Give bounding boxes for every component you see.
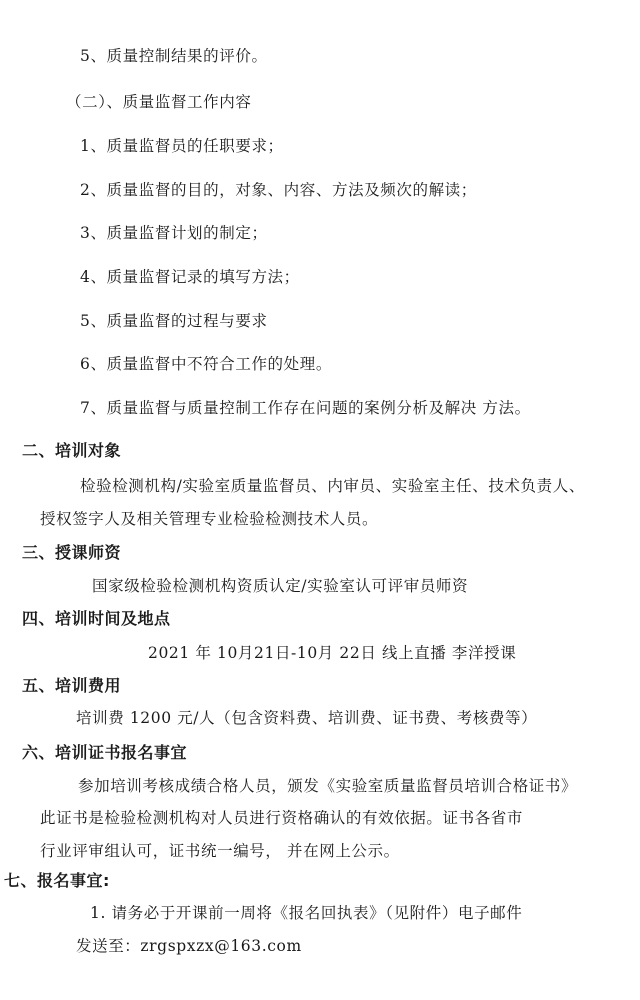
- supervision-item-3: 3、质量监督计划的制定；: [80, 224, 268, 242]
- instructors-text: 国家级检验检测机构资质认定/实验室认可评审员师资: [92, 577, 469, 595]
- fees-text: 培训费 1200 元/人（包含资料费、培训费、证书费、考核费等）: [76, 709, 538, 727]
- certificate-line-1: 参加培训考核成绩合格人员，颁发《实验室质量监督员培训合格证书》: [78, 777, 578, 795]
- training-targets-heading: 二、培训对象: [22, 441, 122, 460]
- supervision-item-1: 1、质量监督员的任职要求；: [80, 137, 284, 155]
- time-place-heading: 四、培训时间及地点: [22, 609, 171, 628]
- fees-heading: 五、培训费用: [22, 676, 122, 695]
- instructors-heading: 三、授课师资: [22, 543, 122, 562]
- certificate-line-3: 行业评审组认可，证书统一编号， 并在网上公示。: [40, 842, 400, 860]
- registration-email-line: 发送至：zrgspxzx@163.com: [76, 937, 302, 955]
- training-targets-line-2: 授权签字人及相关管理专业检验检测技术人员。: [40, 510, 379, 528]
- supervision-item-6: 6、质量监督中不符合工作的处理。: [80, 355, 332, 373]
- supervision-item-4: 4、质量监督记录的填写方法；: [80, 268, 300, 286]
- registration-line-1: 1. 请务必于开课前一周将《报名回执表》（见附件）电子邮件: [90, 904, 523, 922]
- supervision-item-2: 2、质量监督的目的，对象、内容、方法及频次的解读；: [80, 181, 477, 199]
- certificate-line-2: 此证书是检验检测机构对人员进行资格确认的有效依据。证书各省市: [40, 809, 524, 827]
- registration-heading: 七、报名事宜:: [4, 871, 110, 890]
- supervision-item-7: 7、质量监督与质量控制工作存在问题的案例分析及解决 方法。: [80, 399, 531, 417]
- time-place-text: 2021 年 10月21日-10月 22日 线上直播 李洋授课: [148, 644, 517, 662]
- supervision-content-subheading: （二）、质量监督工作内容: [66, 93, 252, 111]
- supervision-item-5: 5、质量监督的过程与要求: [80, 312, 268, 330]
- quality-control-evaluation-item: 5、质量控制结果的评价。: [80, 47, 268, 65]
- training-targets-line-1: 检验检测机构/实验室质量监督员、内审员、实验室主任、技术负责人、: [80, 477, 585, 495]
- certificate-heading: 六、培训证书报名事宜: [22, 743, 188, 762]
